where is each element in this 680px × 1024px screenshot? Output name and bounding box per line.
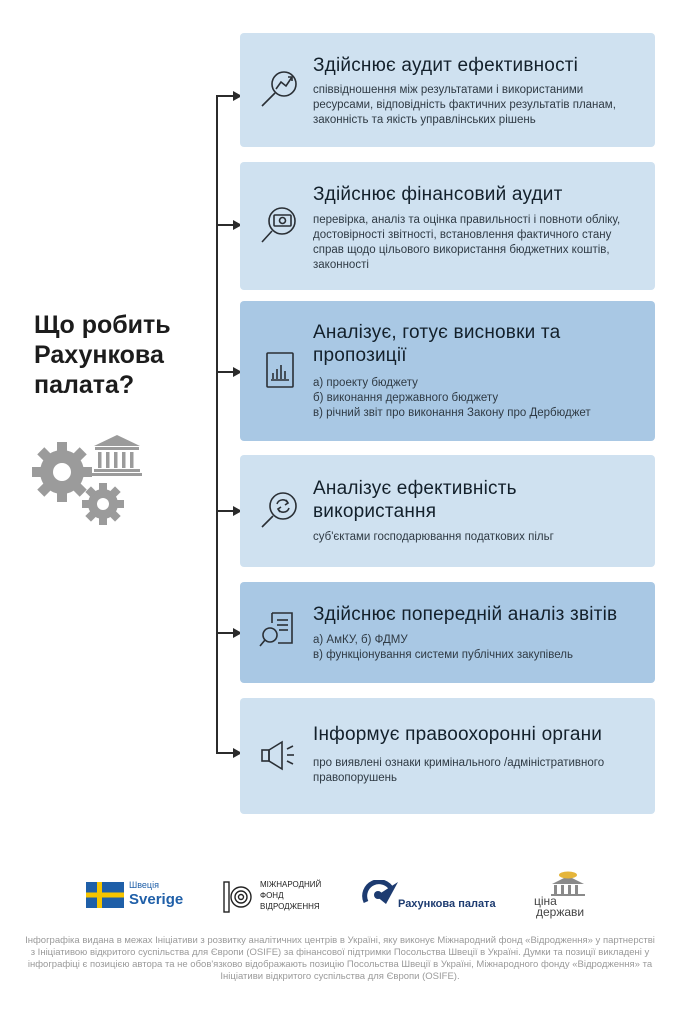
sweden-label-big: Sverige <box>129 891 184 908</box>
irf-label-1: МІЖНАРОДНИЙ <box>260 880 322 889</box>
card-list <box>313 633 641 663</box>
cina-derzhavy-logo <box>530 870 610 922</box>
list-item: в) функціонування системи публічних закупівель <box>313 649 573 661</box>
gears-building-icon <box>26 432 146 532</box>
card-heading: Здійснює фінансовий аудит <box>313 184 563 205</box>
connector-arrow-4 <box>216 510 234 512</box>
accounting-chamber-logo <box>362 878 512 916</box>
page-title: Що робить Рахункова палата? <box>34 311 171 399</box>
list-item: в) річний звіт про виконання Закону про Дербюджет <box>313 407 591 419</box>
partner-logos <box>0 868 680 928</box>
card-inform-law-enforcement <box>240 698 655 814</box>
irf-label-3: ВІДРОДЖЕННЯ <box>260 902 320 911</box>
refresh-magnifier-icon <box>258 488 302 532</box>
derzhavy-label: держави <box>536 905 585 919</box>
card-analysis-conclusions <box>240 301 655 441</box>
card-text: суб'єктами господарювання податкових пільг <box>313 531 554 543</box>
card-performance-audit <box>240 33 655 147</box>
irf-label-2: ФОНД <box>260 891 284 900</box>
report-chart-icon <box>258 349 302 393</box>
card-efficiency-analysis <box>240 455 655 567</box>
cina-label: ціна <box>534 894 557 908</box>
megaphone-icon <box>258 735 302 779</box>
sweden-flag-icon <box>86 882 124 908</box>
list-item: б) виконання державного бюджету <box>313 392 499 404</box>
card-preliminary-analysis <box>240 582 655 683</box>
list-item: а) АмКУ, б) ФДМУ <box>313 634 408 646</box>
card-text: про виявлені ознаки кримінального /адміністративного правопорушень <box>313 757 605 784</box>
card-list <box>313 376 641 421</box>
irf-logo <box>222 878 334 916</box>
connector-arrow-1 <box>216 95 234 97</box>
connector-spine <box>216 95 218 754</box>
chart-magnifier-icon <box>258 67 302 111</box>
card-text: співвідношення між результатами і використаними ресурсами, відповідність фактичних результатів планам, законність та якість управлінських рішень <box>313 84 616 126</box>
card-heading: Здійснює попередній аналіз звітів <box>313 604 618 625</box>
list-item: а) проекту бюджету <box>313 377 418 389</box>
card-heading: Аналізує ефективність використання <box>313 478 517 522</box>
connector-arrow-3 <box>216 371 234 373</box>
card-heading: Інформує правоохоронні органи <box>313 724 603 745</box>
money-magnifier-icon <box>258 202 302 246</box>
card-heading: Аналізує, готує висновки та пропозиції <box>313 322 561 366</box>
disclaimer-text: Інфографіка видана в межах Ініціативи з розвитку аналітичних центрів в Україні, яку виконує Міжнародний фонд «Відродження» у партнерстві з Ініціативою відкритого суспільства для Європи (OSIFE) за фінансової підтримки Посольства Швеції в Україні. Думки та позиції викладені у інфографіці є позицією автора та не обов'язково відображають позицію Посольства Швеції в Україні, Міжнародного фонду «Відродження» та Ініціативи відкритого суспільства для Європи (OSIFE). <box>25 935 655 982</box>
sweden-label-small: Швеція <box>129 880 159 890</box>
connector-arrow-5 <box>216 632 234 634</box>
document-magnifier-icon <box>258 609 302 653</box>
connector-arrow-2 <box>216 224 234 226</box>
sweden-logo <box>86 880 186 914</box>
card-heading: Здійснює аудит ефективності <box>313 55 579 76</box>
cina-derzhavy-building-icon <box>546 870 590 896</box>
card-financial-audit <box>240 162 655 290</box>
accounting-chamber-emblem-icon <box>362 880 398 910</box>
accounting-chamber-label: Рахункова палата <box>398 898 496 910</box>
connector-arrow-6 <box>216 752 234 754</box>
irf-emblem-icon <box>222 880 252 914</box>
card-text: перевірка, аналіз та оцінка правильності і повноти обліку, достовірності звітності, встановлення фактичного стану справ щодо цільового використання бюджетних коштів, законності <box>313 214 621 271</box>
